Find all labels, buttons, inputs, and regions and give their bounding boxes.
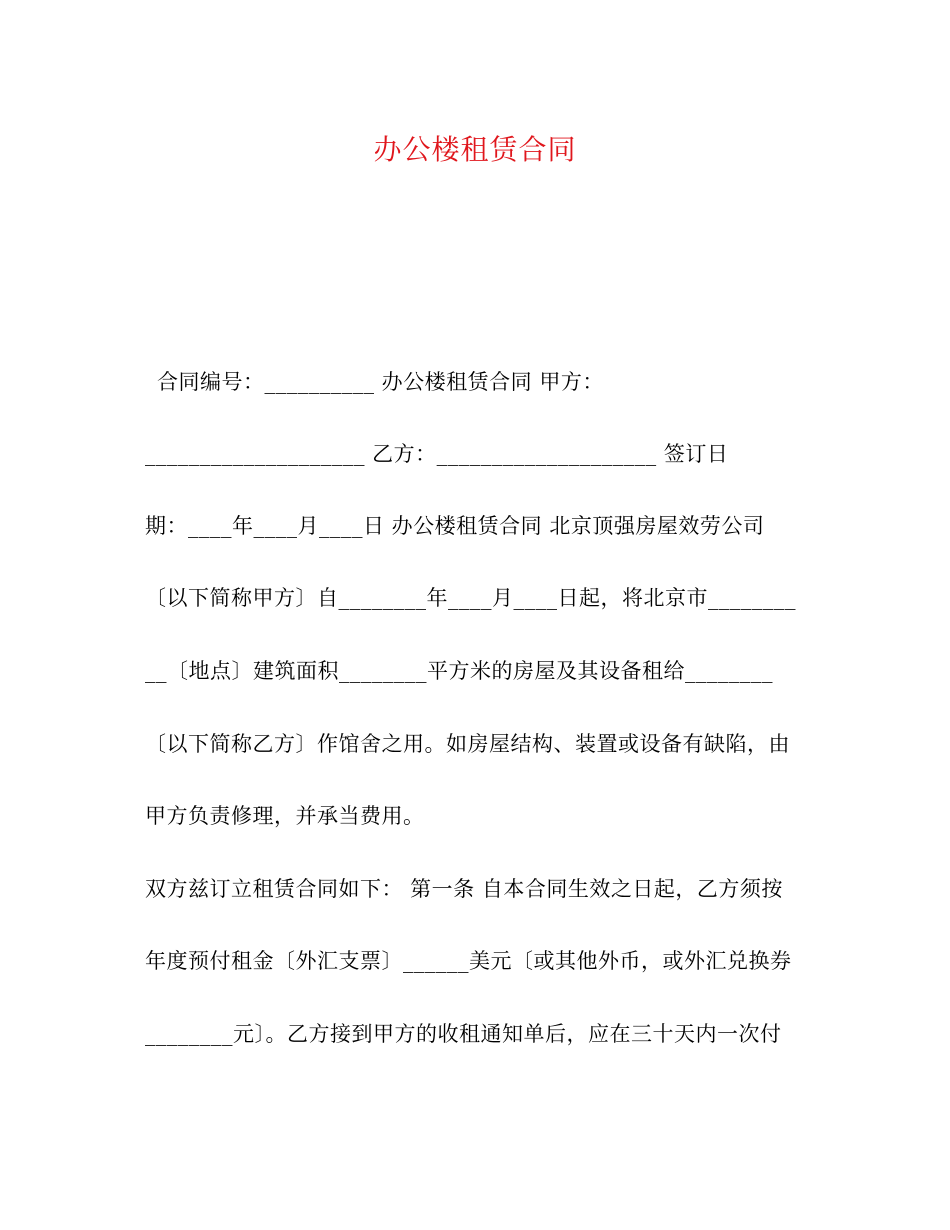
document-title: 办公楼租赁合同: [373, 133, 577, 166]
text-line-1: 合同编号：__________ 办公楼租赁合同 甲方：: [157, 370, 604, 394]
text-line-9: 年度预付租金〔外汇支票〕______美元〔或其他外币，或外汇兑换券: [145, 949, 792, 973]
text-line-6: 〔以下简称乙方〕作馆舍之用。如房屋结构、装置或设备有缺陷，由: [145, 732, 790, 756]
text-line-4: 〔以下简称甲方〕自________年____月____日起，将北京市________: [145, 586, 796, 610]
text-line-7: 甲方负责修理，并承当费用。: [145, 804, 425, 828]
text-line-3: 期：____年____月____日 办公楼租赁合同 北京顶强房屋效劳公司: [145, 514, 765, 538]
text-line-5: __〔地点〕建筑面积________平方米的房屋及其设备租给________: [145, 659, 773, 683]
text-line-2: ____________________ 乙方：____________________ 签订日: [145, 442, 729, 466]
text-line-10: ________元〕。乙方接到甲方的收租通知单后，应在三十天内一次付: [145, 1022, 782, 1046]
text-line-8: 双方兹订立租赁合同如下： 第一条 自本合同生效之日起，乙方须按: [145, 877, 783, 901]
